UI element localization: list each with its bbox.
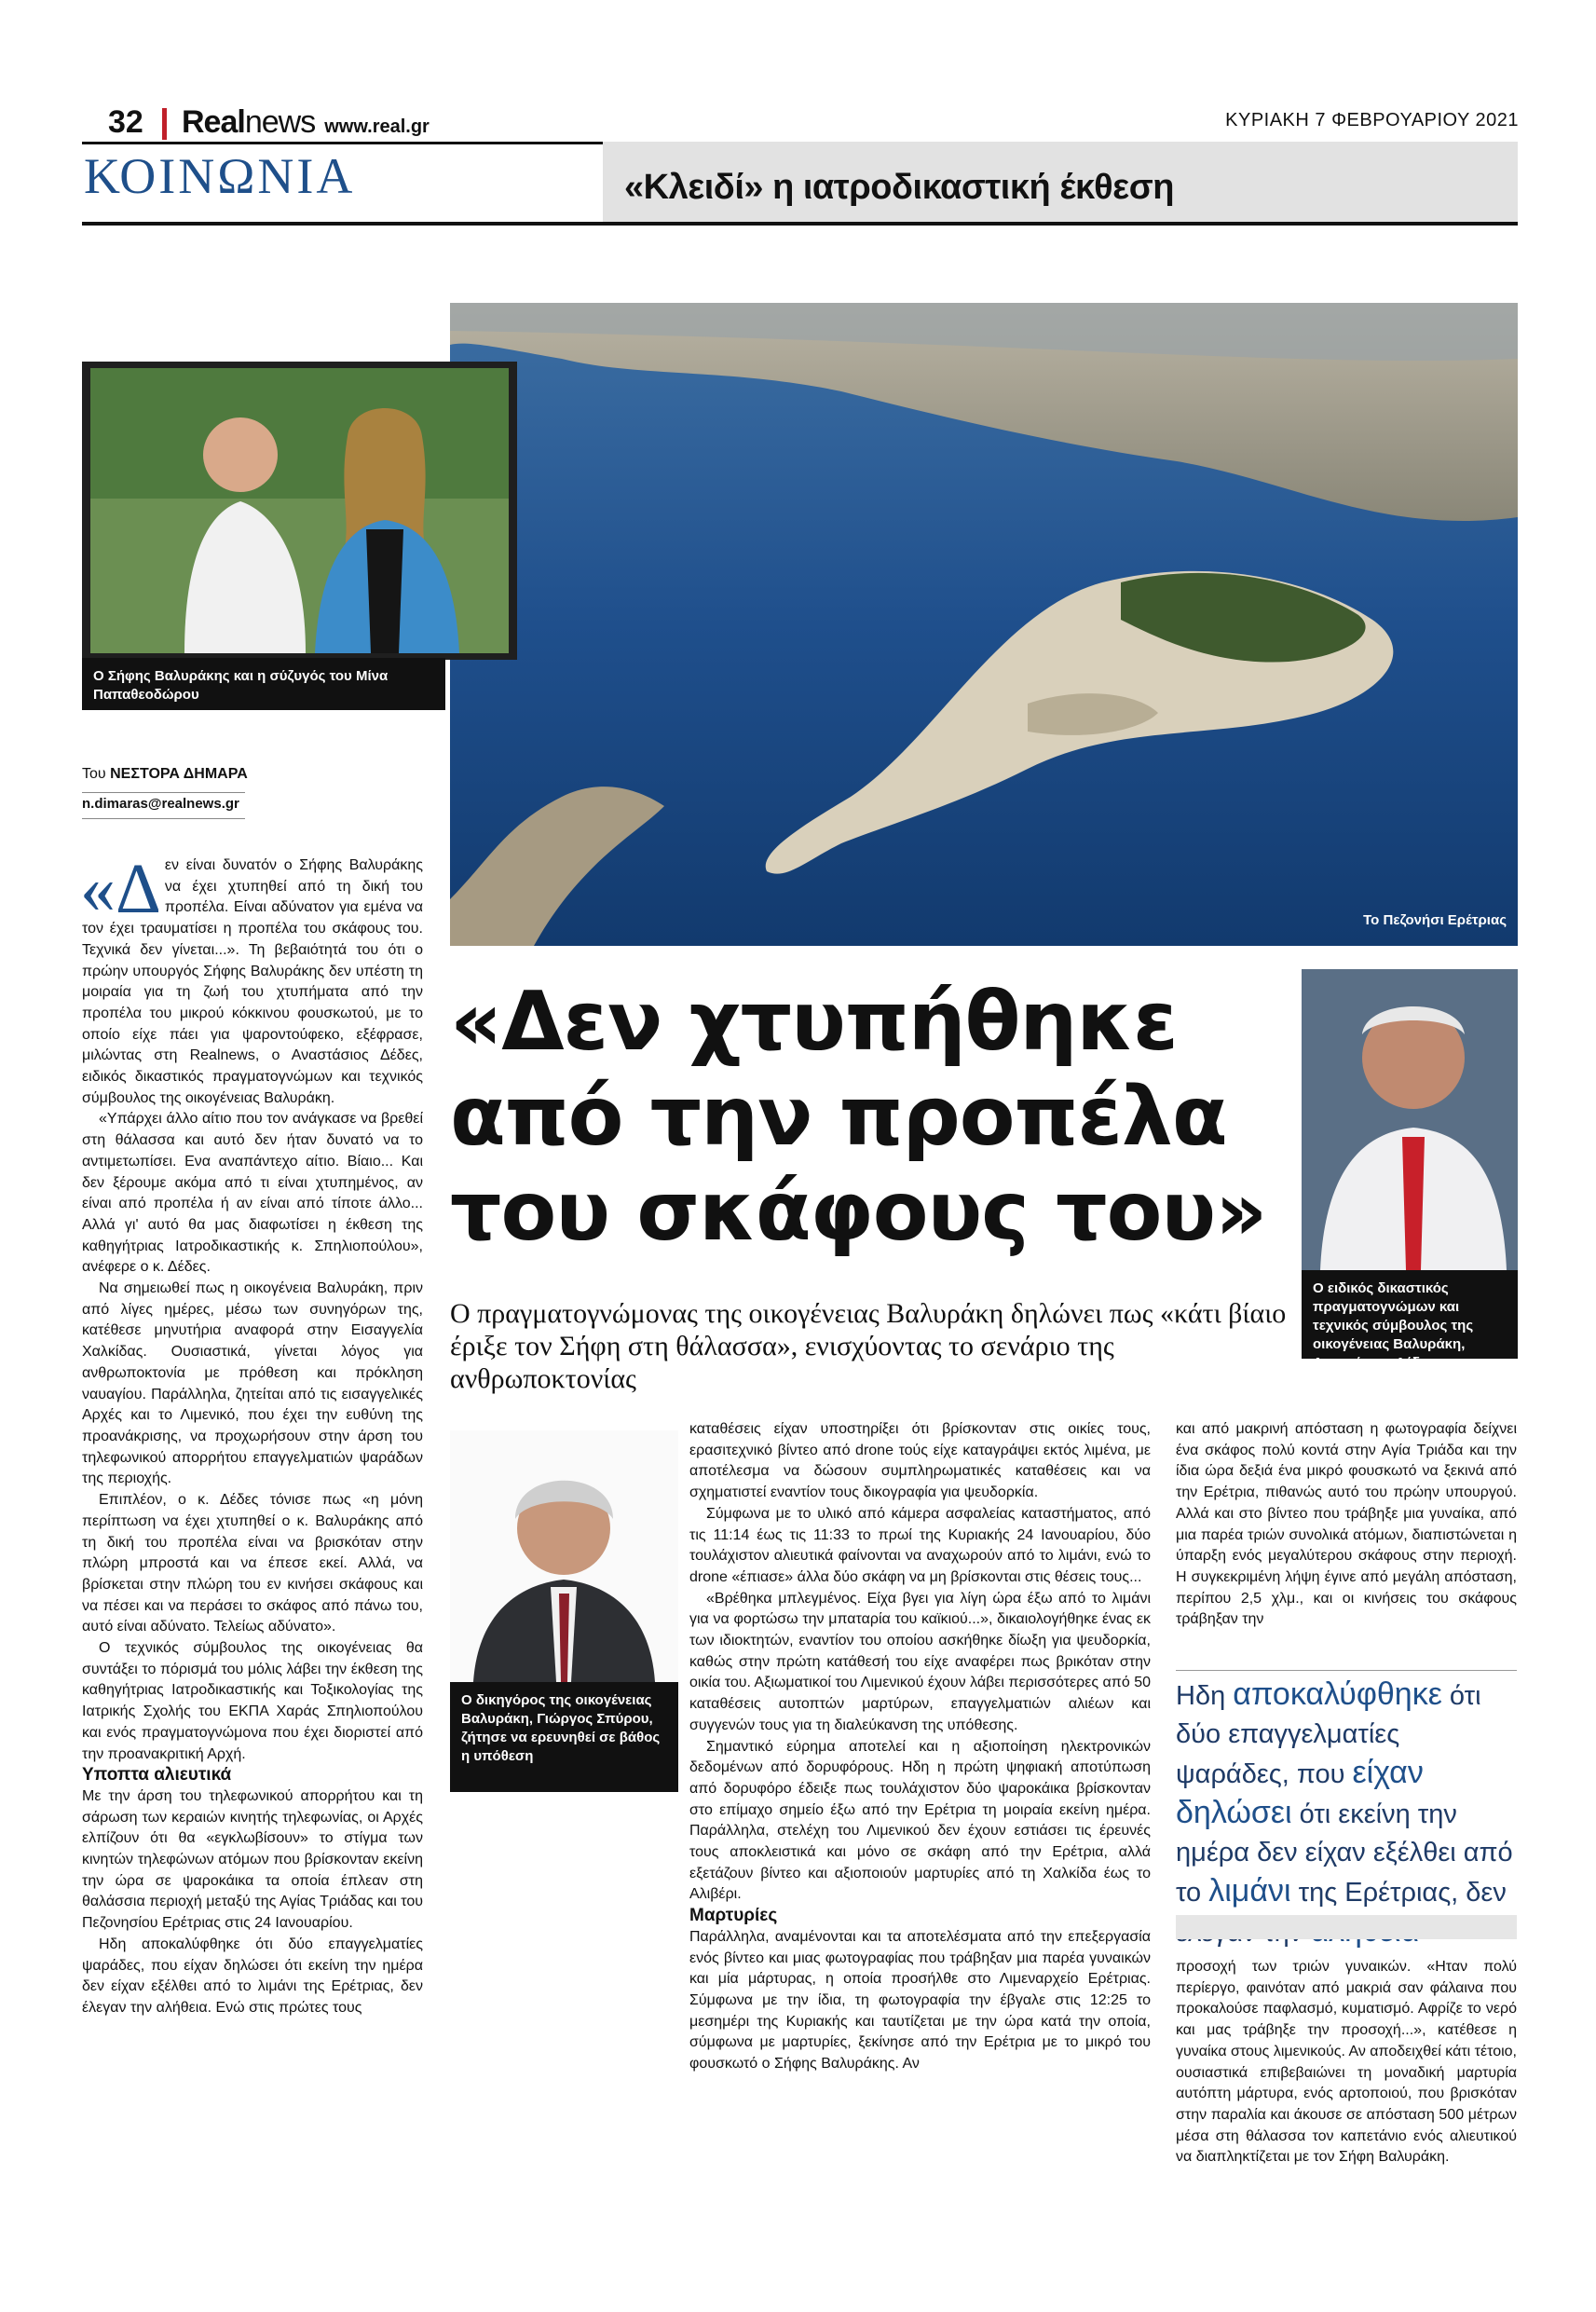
headline-line-3: του σκάφους του»	[450, 1164, 1267, 1259]
col2-subhead: Μαρτυρίες	[689, 1906, 778, 1926]
couple-image	[82, 362, 517, 660]
column-3	[1176, 1419, 1517, 1631]
pull-quote-rule	[1176, 1670, 1517, 1671]
byline	[82, 766, 248, 783]
col2-paragraph-5: Παράλληλα, αναμένονται και τα αποτελέσματα από την επεξεργασία ενός βίντεο και μιας φωτογραφίας που τράβηξαν μια παρέα γυναικών και μία μάρτυρας, η οποία προσήλθε στο Λιμεναρχείο Ερέτριας. Σύμφωνα με την ίδια, τη φωτογραφία την έβγαλε στις 12:25 το μεσημέρι της Κυριακής και ταυτίζεται με την ώρα κατά την οποία, σύμφωνα με μαρτυρίες, ξεκίνησε από την Ερέτρια με το μικρό του φουσκωτό ο Σήφης Βαλυράκης. Αν	[689, 1928, 1151, 2073]
kicker-title: «Κλειδί» η ιατροδικαστική έκθεση	[624, 168, 1174, 207]
col1-paragraph-1: «Δεν είναι δυνατόν ο Σήφης Βαλυράκης να έχει χτυπηθεί από τη δική του προπέλα. Είναι αδύνατον για εμένα να τον έχει τραυματίσει η προπέλα του σκάφους του. Τεχνικά δεν γίνεται...». Τη βεβαιότητά του ότι ο πρώην υπουργός Σήφης Βαλυράκης δεν υπέστη τη μοιραία για τη ζωή του χτυπήματα από την προπέλα του μικρού κόκκινου φουσκωτού, με το οποίο είχε πάει για ψαροντούφεκο, εξέφρασε, μιλώντας στη Realnews, ο Αναστάσιος Δέδες, ειδικός δικαστικός πραγματογνώμων και τεχνικός σύμβουλος της οικογένειας Βαλυράκη.	[80, 850, 423, 1106]
byline-rule	[82, 792, 245, 793]
col1-paragraph-5: Ο τεχνικός σύμβουλος της οικογένειας θα συντάξει το πόρισμά του μόλις λάβει την έκθεση της καθηγήτριας Ιατροδικαστικής και Τοξικολογίας της Ιατρικής Σχολής του ΕΚΠΑ Χαράς Σπηλιοπούλου και ενός πραγματογνώμονα που έχει διοριστεί από την προανακριτική Αρχή.	[82, 1640, 423, 1762]
brand-bold: Real	[182, 104, 245, 140]
brand-url: www.real.gr	[324, 116, 430, 137]
byline-prefix: Του	[82, 766, 106, 782]
section-title: ΚΟΙΝΩΝΙΑ	[84, 148, 356, 204]
headline	[450, 974, 1270, 1259]
col2-paragraph-2: Σύμφωνα με το υλικό από κάμερα ασφαλείας καταστήματος, από τις 11:14 έως τις 11:33 το πρωί της Κυριακής 24 Ιανουαρίου, δύο τουλάχιστον αλιευτικά φαίνονται να αναχωρούν από το λιμάνι, ενώ το drone «έπιασε» άλλα δύο σκάφη να μη βρίσκονται στις θέσεις τους...	[689, 1505, 1151, 1585]
column-3-continued	[1176, 1957, 1517, 2168]
expert-image	[1302, 969, 1518, 1270]
brand-logo	[182, 104, 430, 141]
column-2	[689, 1419, 1151, 2075]
col1-subhead: Υποπτα αλιευτικά	[82, 1765, 232, 1785]
headline-line-2: από την προπέλα	[450, 1069, 1227, 1164]
island-aerial-image	[450, 303, 1518, 946]
pull-quote: Ηδη αποκαλύφθηκε ότι δύο επαγγελματίες ψαράδες, που είχαν δηλώσει ότι εκείνη την ημέρα δεν είχαν εξέλθει από το λιμάνι της Ερέτριας, δεν	[1176, 1676, 1513, 1908]
byline-rule-bottom	[82, 818, 245, 819]
section-rule	[82, 222, 1518, 226]
col1-paragraph-6: Με την άρση του τηλεφωνικού απορρήτου και τη σάρωση των κεραιών κινητής τηλεφωνίας, οι Αρχές ελπίζουν ότι θα «εγκλωβίσουν» το στίγμα των κινητών τηλεφώνων ατόμων που βρίσκονταν εκείνη την ώρα σε ψαροκάικα τα οποία έπλεαν στη θαλάσσια περιοχή μεταξύ της Αγίας Τριάδας και του Πεζονησίου Ερέτριας στις 24 Ιανουαρίου.	[82, 1787, 423, 1932]
col1-paragraph-4: Επιπλέον, ο κ. Δέδες τόνισε πως «η μόνη περίπτωση να έχει χτυπηθεί ο κ. Βαλυράκης από τη δική του προπέλα είναι να βρισκόταν στην πλώρη μπροστά και να έπεσε εκεί. Αλλά, να βρίσκεται στην πλώρη του εν κινήσει σκάφους και να πέσει και να περάσει το σκάφος από πάνω του, αυτό είναι αδύνατο. Τελείως αδύνατο».	[82, 1492, 423, 1635]
couple-caption: Ο Σήφης Βαλυράκης και η σύζυγός του Μίνα Παπαθεοδώρου	[82, 658, 445, 710]
island-aerial-photo	[450, 303, 1518, 946]
dropcap: «Δ	[80, 850, 161, 928]
issue-date: ΚΥΡΙΑΚΗ 7 ΦΕΒΡΟΥΑΡΙΟΥ 2021	[1225, 110, 1519, 130]
lawyer-photo	[450, 1430, 678, 1682]
expert-photo	[1302, 969, 1518, 1270]
col1-paragraph-2: «Υπάρχει άλλο αίτιο που τον ανάγκασε να βρεθεί στη θάλασσα και αυτό δεν ήταν δυνατό να το αντιμετωπίσει. Ενα αναπάντεχο αίτιο. Βίαιο... Και δεν ξέρουμε ακόμα από τι είναι χτυπημένος, αν είναι από προπέλα ή αν είναι από τίποτε άλλο... Αλλά γι' αυτό θα μας διαφωτίσει η έκθεση της καθηγήτριας Ιατροδικαστικής κ. Σπηλιοπούλου», ανέφερε ο κ. Δέδες.	[82, 1111, 423, 1276]
col3-paragraph-2: προσοχή των τριών γυναικών. «Ηταν πολύ περίεργο, φαινόταν από μακριά σαν φάλαινα που προκαλούσε παφλασμό, κυματισμό. Αφρίζε το νερό και μας τράβηξε την προσοχή...», κατέθεσε η γυναίκα στους λιμενικούς. Αν αποδειχθεί κάτι τέτοιο, ουσιαστικά επιβεβαιώνει τη μοναδική μαρτυρία αυτόπτη μάρτυρα, ενός αρτοποιού, που βρισκόταν στην παραλία και άκουσε σε απόσταση 500 μέτρων μέσα στη θάλασσα τον καπετάνιο ενός αλιευτικού να διαπληκτίζεται με τον Σήφη Βαλυράκη.	[1176, 1959, 1517, 2166]
col2-paragraph-3: «Βρέθηκα μπλεγμένος. Είχα βγει για λίγη ώρα έξω από το λιμάνι για να φορτώσω την μπαταρία του καϊκιού...», δικαιολογήθηκε ένας εκ των ιδιοκτητών, εναντίον του οποίου ασκήθηκε δίωξη για ψευδορκία, καθώς στην πρώτη κατάθεσή του είχε αναφέρει πως βρικόταν στην οικία του. Αξιωματικοί του Λιμενικού έχουν λάβει περισσότερες από 50 καταθέσεις αυτοπτών μαρτύρων, επαγγελματιών αλιέων και συγγενών τους για τη διαλεύκανση της υπόθεσης.	[689, 1590, 1151, 1733]
lawyer-caption: Ο δικηγόρος της οικογένειας Βαλυράκη, Γιώργος Σπύρου, ζήτησε να ερευνηθεί σε βάθος η υπόθεση	[450, 1682, 678, 1792]
brand-light: news	[244, 104, 316, 140]
col2-paragraph-1: καταθέσεις είχαν υποστηρίξει ότι βρίσκονταν στις οικίες τους, ερασιτεχνικό βίντεο από drone τούς είχε καταγράψει εκτός λιμένα, με αποτέλεσμα να δώσουν συμπληρωματικές καταθέσεις και να σχηματιστεί εναντίον τους δικογραφία για ψευδορκία.	[689, 1421, 1151, 1501]
col3-paragraph-1: και από μακρινή απόσταση η φωτογραφία δείχνει ένα σκάφος πολύ κοντά στην Αγία Τριάδα και την ίδια ώρα δεξιά ένα μικρό φουσκωτό να ξεκινά από την Ερέτρια, πιθανώς αυτό του πρώην υπουργού. Αλλά και στο βίντεο που τράβηξε μια γυναίκα, από μια παρέα τριών συνολικά ατόμων, διαπιστώνεται η ύπαρξη ενός μεγαλύτερου σκάφους στην περιοχή. Η συγκεκριμένη λήψη έγινε από μεγάλη απόσταση, περίπου 2,5 χλμ., και οι κινήσεις του σκάφους τράβηξαν την	[1176, 1421, 1517, 1628]
col1-paragraph-7: Ηδη αποκαλύφθηκε ότι δύο επαγγελματίες ψαράδες, που είχαν δηλώσει ότι εκείνη την ημέρα δεν είχαν εξέλθει από το λιμάνι της Ερέτριας, δεν έλεγαν την αλήθεια. Ενώ στις πρώτες τους	[82, 1936, 423, 2016]
pull-quote-bar	[1176, 1915, 1517, 1939]
couple-photo	[82, 362, 517, 660]
byline-email: n.dimaras@realnews.gr	[82, 796, 239, 812]
page-number: 32	[108, 104, 143, 140]
headline-line-1: «Δεν χτυπήθηκε	[450, 974, 1178, 1069]
col1-paragraph-3: Να σημειωθεί πως η οικογένεια Βαλυράκη, πριν από λίγες ημέρες, μέσω των συνηγόρων της, κατέθεσε μηνυτήρια αναφορά στην Εισαγγελία Χαλκίδας. Ουσιαστικά, γίνεται λόγος για ανθρωποκτονία με πρόθεση και πρόκληση ναυαγίου. Παράλληλα, ζητείται από τις εισαγγελικές Αρχές και το Λιμενικό, που έχει την ευθύνη της προανάκρισης, να προχωρήσουν στην άρση του τηλεφωνικού απορρήτου επαγγελματιών ψαράδων της περιοχής.	[82, 1280, 423, 1487]
expert-caption: Ο ειδικός δικαστικός πραγματογνώμων και τεχνικός σύμβουλος της οικογένειας Βαλυράκη, Αναστάσιος Δέδες	[1302, 1270, 1518, 1359]
lawyer-image	[450, 1430, 678, 1682]
byline-author: ΝΕΣΤΟΡΑ ΔΗΜΑΡΑ	[110, 766, 248, 782]
island-caption: Το Πεζονήσι Ερέτριας	[1363, 912, 1507, 928]
header-divider	[162, 108, 167, 140]
column-1	[80, 850, 423, 2019]
col2-paragraph-4: Σημαντικό εύρημα αποτελεί και η αξιοποίηση ηλεκτρονικών δεδομένων από δορυφόρους. Ηδη η πρώτη ψηφιακή αποτύπωση από δορυφόρο έδειξε πως τουλάχιστον δύο ψαροκάικα βρίσκονταν στο επίμαχο σημείο έξω από την Ερέτρια τη μοιραία εκείνη ημέρα. Παράλληλα, στελέχη του Λιμενικού δεν έχουν εστιάσει τις έρευνές τους αποκλειστικά και μόνο σε σκάφη από την Ερέτρια, αλλά εξετάζουν βίντεο και αξιοποιούν μαρτυρίες από τη Χαλκίδα έως το Αλιβέρι.	[689, 1738, 1151, 1903]
deck: Ο πραγματογνώμονας της οικογένειας Βαλυράκη δηλώνει πως «κάτι βίαιο έριξε τον Σήφη στη θάλασσα», ενισχύοντας το σενάριο της ανθρωποκτονίας	[450, 1298, 1287, 1394]
